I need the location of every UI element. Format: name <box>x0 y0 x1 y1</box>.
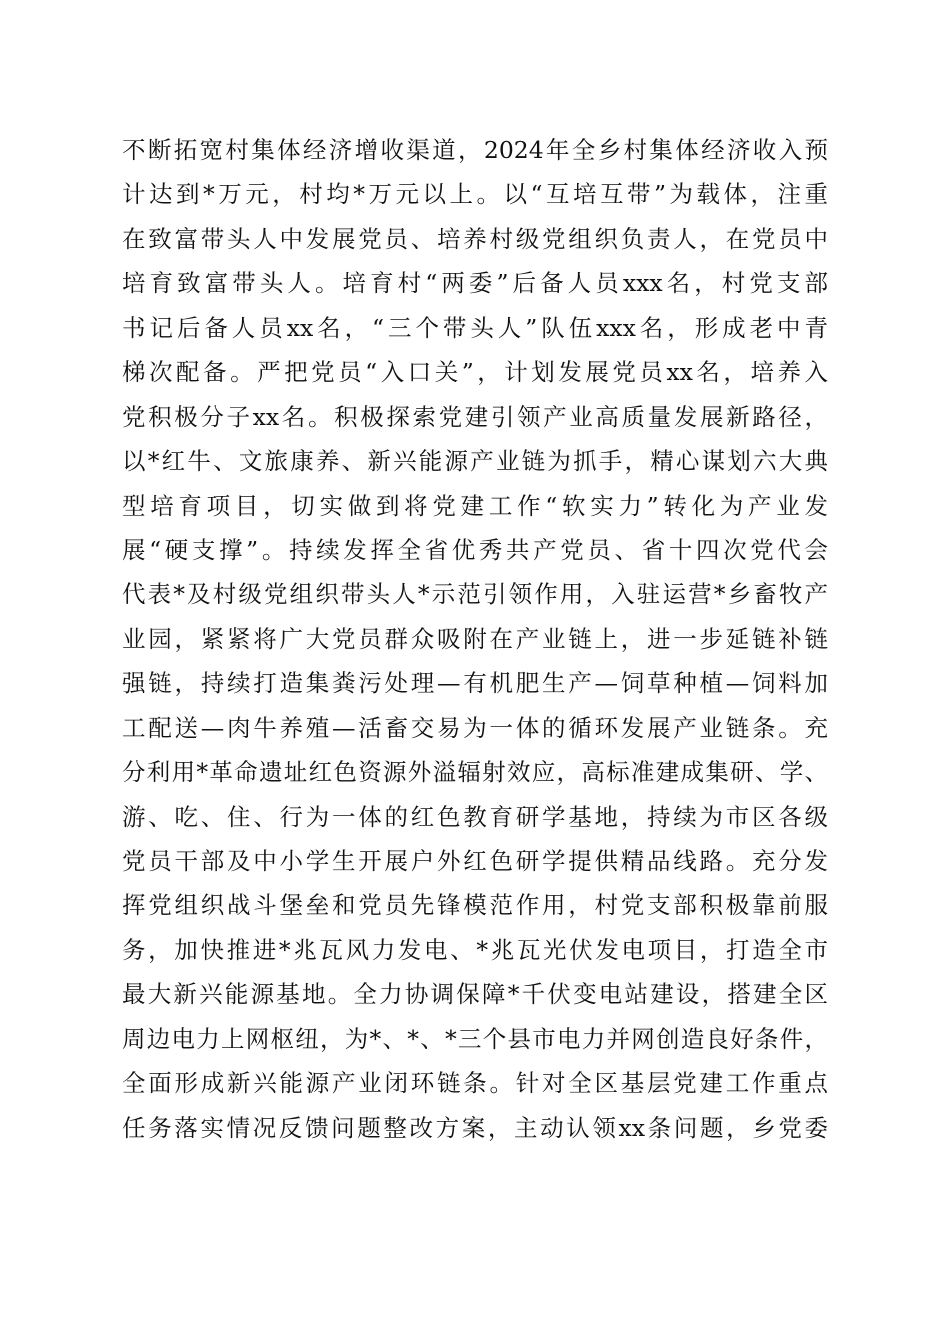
text-line: 最大新兴能源基地。全力协调保障*千伏变电站建设，搭建全区 <box>122 980 828 1009</box>
text-line: 计达到*万元，村均*万元以上。以“互培互带”为载体，注重 <box>122 180 828 209</box>
text-line: 周边电力上网枢纽，为*、*、*三个县市电力并网创造良好条件， <box>122 1024 828 1053</box>
text-line: 党员干部及中小学生开展户外红色研学提供精品线路。充分发 <box>122 847 828 875</box>
text-line: 务，加快推进*兆瓦风力发电、*兆瓦光伏发电项目，打造全市 <box>122 935 828 964</box>
text-line: 业园，紧紧将广大党员群众吸附在产业链上，进一步延链补链 <box>122 624 828 653</box>
text-line: 展“硬支撑”。持续发挥全省优秀共产党员、省十四次党代会 <box>122 535 828 564</box>
body-paragraph <box>122 128 828 1150</box>
text-line: 代表*及村级党组织带头人*示范引领作用，入驻运营*乡畜牧产 <box>122 580 828 609</box>
text-line: 以*红牛、文旅康养、新兴能源产业链为抓手，精心谋划六大典 <box>122 447 828 476</box>
text-line: 党积极分子xx名。积极探索党建引领产业高质量发展新路径， <box>122 402 828 431</box>
text-line: 游、吃、住、行为一体的红色教育研学基地，持续为市区各级 <box>122 802 828 831</box>
text-line: 分利用*革命遗址红色资源外溢辐射效应，高标准建成集研、学、 <box>122 758 828 787</box>
text-line: 全面形成新兴能源产业闭环链条。针对全区基层党建工作重点 <box>122 1069 828 1098</box>
text-line: 工配送—肉牛养殖—活畜交易为一体的循环发展产业链条。充 <box>122 713 828 742</box>
text-line: 书记后备人员xx名，“三个带头人”队伍xxx名，形成老中青 <box>122 313 828 342</box>
text-line: 型培育项目，切实做到将党建工作“软实力”转化为产业发 <box>122 491 828 520</box>
text-line: 梯次配备。严把党员“入口关”，计划发展党员xx名，培养入 <box>122 358 828 387</box>
text-line: 不断拓宽村集体经济增收渠道，2024年全乡村集体经济收入预 <box>122 136 828 164</box>
text-line: 挥党组织战斗堡垒和党员先锋模范作用，村党支部积极靠前服 <box>122 891 828 920</box>
text-line: 强链，持续打造集粪污处理—有机肥生产—饲草种植—饲料加 <box>122 669 828 698</box>
text-line: 在致富带头人中发展党员、培养村级党组织负责人，在党员中 <box>122 224 828 253</box>
text-line: 任务落实情况反馈问题整改方案，主动认领xx条问题，乡党委 <box>122 1113 828 1142</box>
text-line: 培育致富带头人。培育村“两委”后备人员xxx名，村党支部 <box>122 269 828 298</box>
